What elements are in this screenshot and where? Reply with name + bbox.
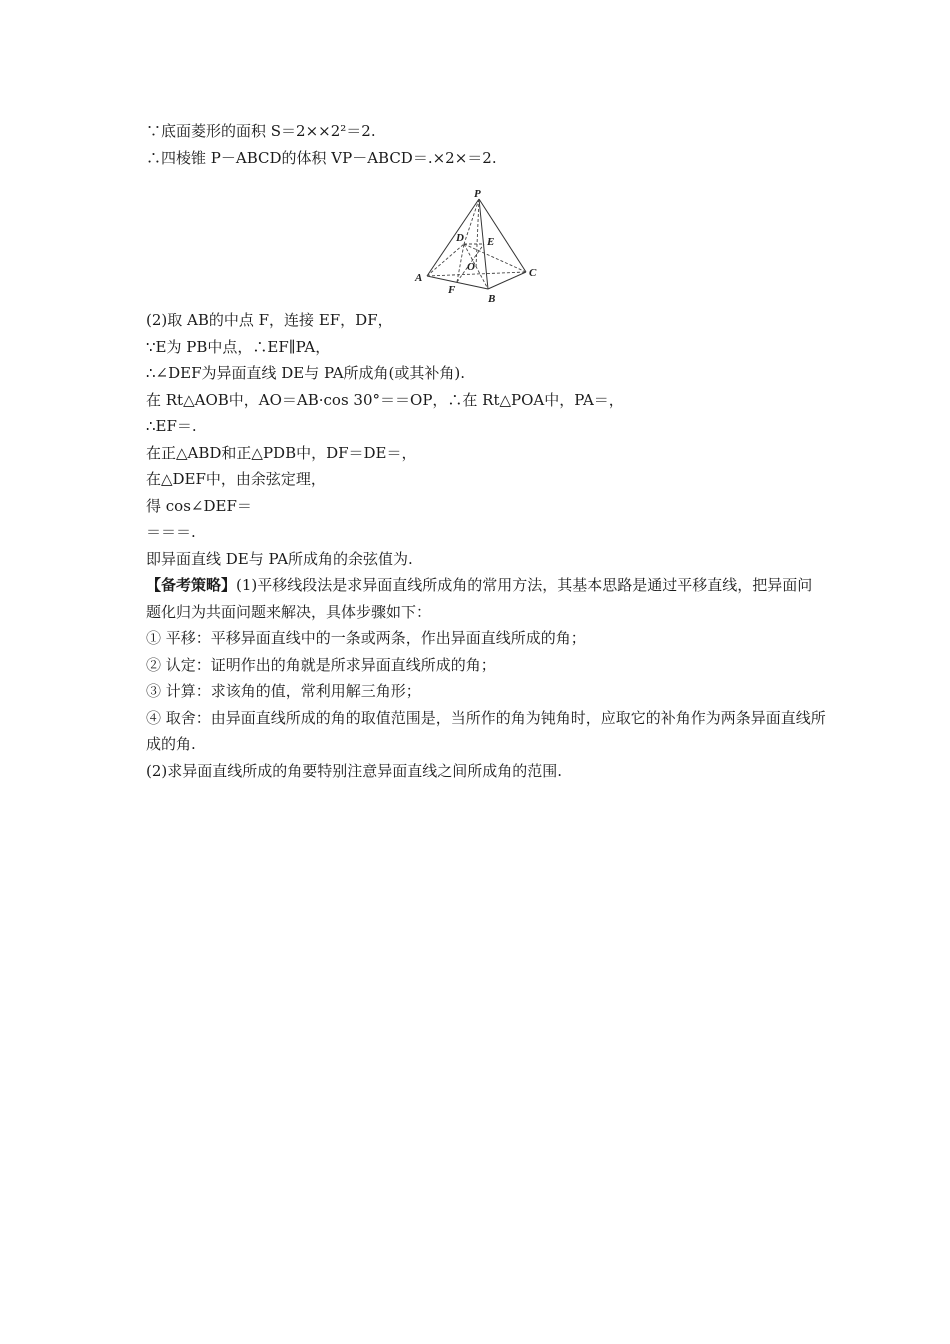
diagonal-ac bbox=[427, 272, 526, 276]
height-po bbox=[476, 199, 479, 268]
text-line-equals: ＝＝＝. bbox=[146, 523, 196, 541]
label-b: B bbox=[488, 293, 496, 305]
text-line-midpoint: ∵E为 PB中点，∴EF∥PA， bbox=[146, 337, 331, 356]
label-f: F bbox=[448, 284, 456, 296]
strategy-heading: 【备考策略】 bbox=[146, 576, 237, 594]
text-line-cosine-law: 在△DEF中，由余弦定理， bbox=[146, 470, 326, 488]
strategy-step-3: ③ 计算：求该角的值，常利用解三角形； bbox=[146, 682, 421, 700]
edge-pd bbox=[464, 199, 479, 244]
label-o: O bbox=[467, 261, 475, 273]
text-line-rt-triangle: 在 Rt△AOB中，AO＝AB·cos 30°＝＝OP，∴在 Rt△POA中，PA＝， bbox=[146, 390, 624, 409]
label-c: C bbox=[529, 267, 537, 279]
document-page bbox=[146, 118, 826, 784]
pyramid-diagram bbox=[408, 189, 548, 307]
strategy-step-2: ② 认定：证明作出的角就是所求异面直线所成的角； bbox=[146, 655, 496, 674]
text-line-cos-def: 得 cos∠DEF＝ bbox=[146, 496, 252, 515]
strategy-intro: (1)平移线段法是求异面直线所成角的常用方法，其基本思路是通过平移直线，把异面问题化归为共面问题来解决，具体步骤如下： bbox=[146, 576, 813, 621]
text-line-equilateral: 在正△ABD和正△PDB中，DF＝DE＝， bbox=[146, 443, 417, 462]
text-line-conclusion: 即异面直线 DE与 PA所成角的余弦值为. bbox=[146, 549, 413, 568]
edge-ab bbox=[427, 276, 488, 289]
strategy-step-4: ④ 取舍：由异面直线所成的角的取值范围是，当所作的角为钝角时，应取它的补角作为两条异面直线所成的角. bbox=[146, 708, 826, 753]
text-line-area: ∵底面菱形的面积 S＝2××2²＝2. bbox=[146, 122, 376, 140]
label-e: E bbox=[487, 236, 495, 248]
text-line-ef: ∴EF＝. bbox=[146, 417, 197, 435]
edge-bc bbox=[488, 272, 526, 289]
text-line-step2: (2)取 AB的中点 F，连接 EF，DF， bbox=[146, 311, 393, 329]
text-line-angle: ∴∠DEF为异面直线 DE与 PA所成角(或其补角). bbox=[146, 364, 466, 382]
label-p: P bbox=[474, 189, 481, 200]
label-a: A bbox=[415, 272, 423, 284]
strategy-paragraph bbox=[146, 572, 826, 625]
label-d: D bbox=[456, 232, 464, 244]
text-line-volume: ∴四棱锥 P－ABCD的体积 VP－ABCD＝.×2×＝2. bbox=[146, 148, 497, 167]
pyramid-figure bbox=[146, 189, 826, 307]
strategy-step-1: ① 平移：平移异面直线中的一条或两条，作出异面直线所成的角； bbox=[146, 629, 586, 647]
strategy-point-2: (2)求异面直线所成的角要特别注意异面直线之间所成角的范围. bbox=[146, 761, 563, 780]
